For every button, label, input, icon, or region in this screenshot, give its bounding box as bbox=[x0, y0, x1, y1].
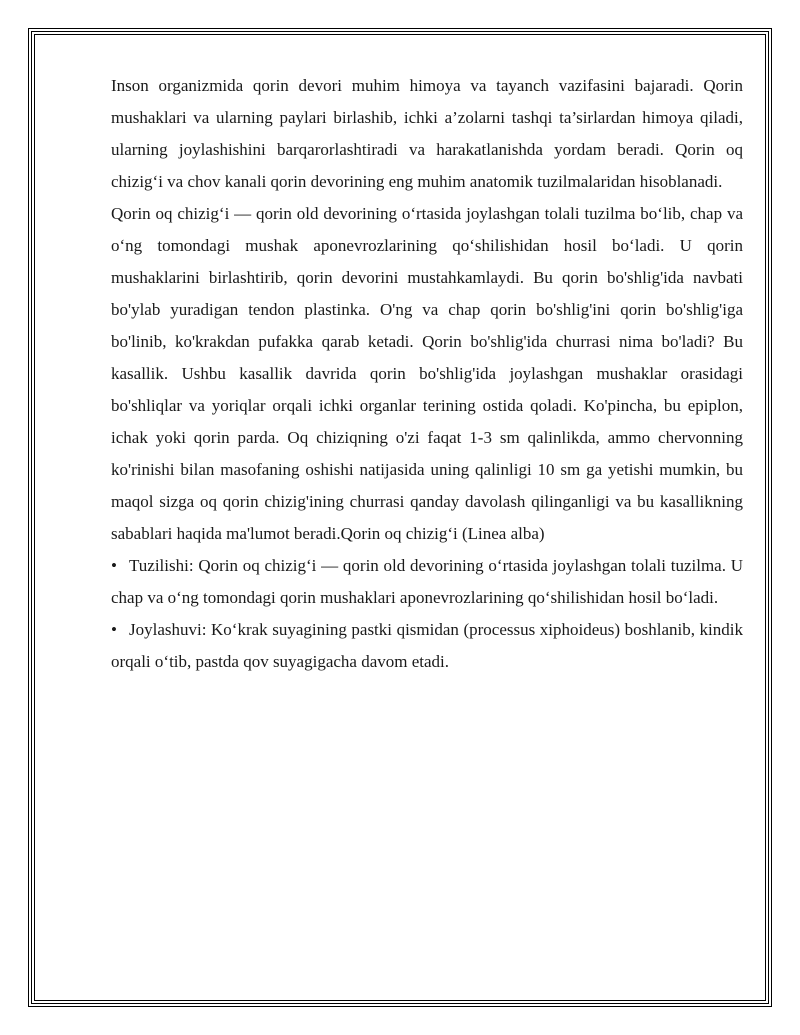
intro-paragraph: Inson organizmida qorin devori muhim himoya va tayanch vazifasini bajaradi. Qorin mushaklari va ularning paylari birlashib, ichki a’zolarni tashqi ta’sirlardan himoya qiladi, ularning joylashishini barqarorlashtiradi va harakatlanishda yordam beradi. Qorin oq chizig‘i va chov kanali qorin devorining eng muhim anatomik tuzilmalaridan hisoblanadi. bbox=[111, 76, 743, 191]
bullet-marker: • bbox=[111, 620, 117, 639]
bullet-marker: • bbox=[111, 556, 117, 575]
bullet-structure bbox=[111, 550, 743, 614]
bullet-text: Tuzilishi: Qorin oq chizig‘i — qorin old devorining o‘rtasida joylashgan tolali tuzilma. U chap va o‘ng tomondagi qorin mushaklari aponevrozlarining qo‘shilishidan hosil bo‘ladi. bbox=[111, 556, 743, 607]
bullet-location bbox=[111, 614, 743, 678]
linea-alba-paragraph: Qorin oq chizig‘i — qorin old devorining o‘rtasida joylashgan tolali tuzilma bo‘lib, chap va o‘ng tomondagi mushak aponevrozlarining qo‘shilishidan hosil bo‘ladi. U qorin mushaklarini birlashtirib, qorin devorini mustahkamlaydi. Bu qorin bo'shlig'ida navbati bo'ylab yuradigan tendon plastinka. O'ng va chap qorin bo'shlig'ini qorin bo'shlig'iga bo'linib, ko'krakdan pufakka qarab ketadi. Qorin bo'shlig'ida churrasi nima bo'ladi? Bu kasallik. Ushbu kasallik davrida qorin bo'shlig'ida joylashgan mushaklar orasidagi bo'shliqlar va yoriqlar orqali ichki organlar terining ostida qoladi. Ko'pincha, bu epiplon, ichak yoki qorin parda. Oq chiziqning o'zi faqat 1-3 sm qalinlikda, ammo chervonning ko'rinishi bilan masofaning oshishi natijasida uning qalinligi 10 sm ga yetishi mumkin, bu maqol sizga oq qorin chizig'ining churrasi qanday davolash qilinganligi va bu kasallikning sabablari haqida ma'lumot beradi.Qorin oq chizig‘i (Linea alba) bbox=[111, 204, 743, 543]
document-body bbox=[111, 70, 743, 678]
bullet-text: Joylashuvi: Ko‘krak suyagining pastki qismidan (processus xiphoideus) boshlanib, kindik orqali o‘tib, pastda qov suyagigacha davom etadi. bbox=[111, 620, 743, 671]
